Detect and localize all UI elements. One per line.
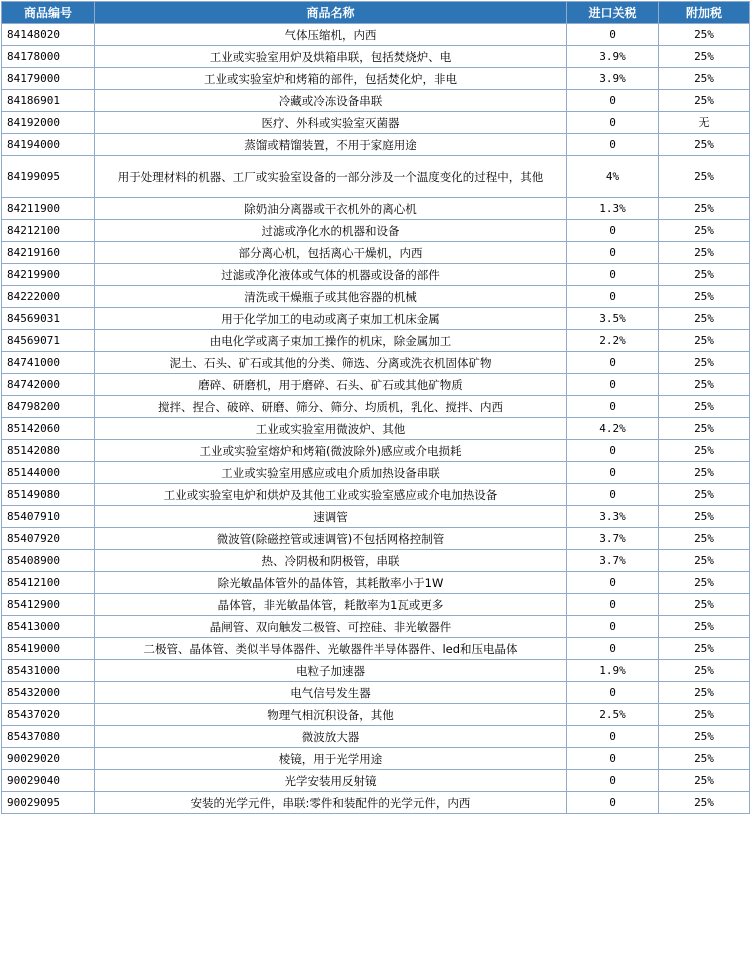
cell-additional-tariff: 25% bbox=[659, 46, 750, 68]
cell-additional-tariff: 25% bbox=[659, 462, 750, 484]
cell-name: 部分离心机，包括离心干燥机，内西 bbox=[95, 242, 567, 264]
cell-additional-tariff: 25% bbox=[659, 638, 750, 660]
cell-code: 84194000 bbox=[2, 134, 95, 156]
cell-import-duty: 0 bbox=[567, 792, 659, 814]
cell-additional-tariff: 25% bbox=[659, 374, 750, 396]
cell-name: 工业或实验室电炉和烘炉及其他工业或实验室感应或介电加热设备 bbox=[95, 484, 567, 506]
cell-additional-tariff: 25% bbox=[659, 220, 750, 242]
table-row bbox=[2, 286, 750, 308]
cell-additional-tariff: 25% bbox=[659, 594, 750, 616]
table-row bbox=[2, 660, 750, 682]
cell-additional-tariff: 25% bbox=[659, 704, 750, 726]
cell-additional-tariff: 25% bbox=[659, 242, 750, 264]
cell-additional-tariff: 25% bbox=[659, 352, 750, 374]
cell-additional-tariff: 25% bbox=[659, 198, 750, 220]
cell-additional-tariff: 25% bbox=[659, 792, 750, 814]
cell-name: 微波放大器 bbox=[95, 726, 567, 748]
table-row bbox=[2, 638, 750, 660]
cell-name: 工业或实验室用感应或电介质加热设备串联 bbox=[95, 462, 567, 484]
table-row bbox=[2, 704, 750, 726]
cell-code: 85149080 bbox=[2, 484, 95, 506]
cell-code: 85413000 bbox=[2, 616, 95, 638]
cell-additional-tariff: 25% bbox=[659, 616, 750, 638]
cell-code: 84186901 bbox=[2, 90, 95, 112]
cell-name: 二极管、晶体管、类似半导体器件、光敏器件半导体器件、led和压电晶体 bbox=[95, 638, 567, 660]
cell-code: 85142060 bbox=[2, 418, 95, 440]
header-import-duty: 进口关税 bbox=[567, 2, 659, 24]
table-row bbox=[2, 220, 750, 242]
table-row bbox=[2, 46, 750, 68]
cell-code: 84192000 bbox=[2, 112, 95, 134]
table-row bbox=[2, 616, 750, 638]
cell-name: 工业或实验室用炉及烘箱串联，包括焚烧炉、电 bbox=[95, 46, 567, 68]
cell-name: 热、冷阴极和阴极管，串联 bbox=[95, 550, 567, 572]
table-row bbox=[2, 748, 750, 770]
cell-name: 棱镜，用于光学用途 bbox=[95, 748, 567, 770]
cell-name: 泥土、石头、矿石或其他的分类、筛选、分离或洗衣机固体矿物 bbox=[95, 352, 567, 374]
cell-code: 85437020 bbox=[2, 704, 95, 726]
cell-code: 85144000 bbox=[2, 462, 95, 484]
table-row bbox=[2, 462, 750, 484]
cell-name: 晶闸管、双向触发二极管、可控硅、非光敏器件 bbox=[95, 616, 567, 638]
cell-import-duty: 0 bbox=[567, 374, 659, 396]
cell-name: 除奶油分离器或干衣机外的离心机 bbox=[95, 198, 567, 220]
cell-additional-tariff: 25% bbox=[659, 264, 750, 286]
cell-import-duty: 0 bbox=[567, 134, 659, 156]
cell-import-duty: 0 bbox=[567, 638, 659, 660]
cell-code: 85419000 bbox=[2, 638, 95, 660]
cell-name: 光学安装用反射镜 bbox=[95, 770, 567, 792]
tariff-table bbox=[1, 1, 750, 814]
cell-additional-tariff: 25% bbox=[659, 308, 750, 330]
cell-additional-tariff: 25% bbox=[659, 506, 750, 528]
cell-code: 84741000 bbox=[2, 352, 95, 374]
cell-import-duty: 0 bbox=[567, 242, 659, 264]
cell-name: 除光敏晶体管外的晶体管，其耗散率小于1W bbox=[95, 572, 567, 594]
table-row bbox=[2, 572, 750, 594]
table-row bbox=[2, 330, 750, 352]
cell-code: 84222000 bbox=[2, 286, 95, 308]
table-row bbox=[2, 418, 750, 440]
cell-import-duty: 0 bbox=[567, 286, 659, 308]
table-row bbox=[2, 682, 750, 704]
cell-additional-tariff: 25% bbox=[659, 396, 750, 418]
cell-additional-tariff: 25% bbox=[659, 68, 750, 90]
cell-import-duty: 0 bbox=[567, 572, 659, 594]
cell-name: 工业或实验室熔炉和烤箱(微波除外)感应或介电损耗 bbox=[95, 440, 567, 462]
table-row bbox=[2, 726, 750, 748]
cell-import-duty: 0 bbox=[567, 484, 659, 506]
table-row bbox=[2, 198, 750, 220]
cell-code: 85437080 bbox=[2, 726, 95, 748]
cell-name: 晶体管，非光敏晶体管，耗散率为1瓦或更多 bbox=[95, 594, 567, 616]
cell-name: 微波管(除磁控管或速调管)不包括网格控制管 bbox=[95, 528, 567, 550]
cell-code: 84148020 bbox=[2, 24, 95, 46]
cell-import-duty: 3.5% bbox=[567, 308, 659, 330]
cell-code: 84199095 bbox=[2, 156, 95, 198]
cell-additional-tariff: 25% bbox=[659, 572, 750, 594]
cell-code: 84179000 bbox=[2, 68, 95, 90]
cell-additional-tariff: 25% bbox=[659, 770, 750, 792]
table-row bbox=[2, 24, 750, 46]
table-row bbox=[2, 68, 750, 90]
cell-name: 用于化学加工的电动或离子束加工机床金属 bbox=[95, 308, 567, 330]
header-row bbox=[2, 2, 750, 24]
cell-additional-tariff: 25% bbox=[659, 440, 750, 462]
cell-import-duty: 2.2% bbox=[567, 330, 659, 352]
cell-name: 安装的光学元件，串联:零件和装配件的光学元件，内西 bbox=[95, 792, 567, 814]
cell-code: 84219160 bbox=[2, 242, 95, 264]
cell-code: 85142080 bbox=[2, 440, 95, 462]
table-row bbox=[2, 374, 750, 396]
cell-import-duty: 0 bbox=[567, 396, 659, 418]
table-row bbox=[2, 484, 750, 506]
cell-import-duty: 3.3% bbox=[567, 506, 659, 528]
cell-code: 84569031 bbox=[2, 308, 95, 330]
table-row bbox=[2, 550, 750, 572]
cell-additional-tariff: 25% bbox=[659, 286, 750, 308]
cell-name: 蒸馏或精馏装置，不用于家庭用途 bbox=[95, 134, 567, 156]
cell-code: 90029020 bbox=[2, 748, 95, 770]
cell-additional-tariff: 25% bbox=[659, 682, 750, 704]
header-name: 商品名称 bbox=[95, 2, 567, 24]
cell-code: 85407920 bbox=[2, 528, 95, 550]
cell-additional-tariff: 25% bbox=[659, 726, 750, 748]
cell-additional-tariff: 25% bbox=[659, 418, 750, 440]
cell-import-duty: 3.9% bbox=[567, 68, 659, 90]
cell-name: 由电化学或离子束加工操作的机床，除金属加工 bbox=[95, 330, 567, 352]
cell-additional-tariff: 25% bbox=[659, 660, 750, 682]
cell-import-duty: 0 bbox=[567, 594, 659, 616]
cell-import-duty: 4.2% bbox=[567, 418, 659, 440]
cell-name: 电粒子加速器 bbox=[95, 660, 567, 682]
cell-name: 清洗或干燥瓶子或其他容器的机械 bbox=[95, 286, 567, 308]
cell-name: 用于处理材料的机器、工厂或实验室设备的一部分涉及一个温度变化的过程中，其他 bbox=[95, 156, 567, 198]
cell-import-duty: 3.7% bbox=[567, 550, 659, 572]
cell-code: 85408900 bbox=[2, 550, 95, 572]
cell-additional-tariff: 25% bbox=[659, 484, 750, 506]
table-row bbox=[2, 506, 750, 528]
cell-import-duty: 0 bbox=[567, 112, 659, 134]
table-body bbox=[2, 24, 750, 814]
cell-import-duty: 0 bbox=[567, 682, 659, 704]
cell-import-duty: 0 bbox=[567, 352, 659, 374]
table-row bbox=[2, 242, 750, 264]
cell-import-duty: 0 bbox=[567, 220, 659, 242]
cell-additional-tariff: 25% bbox=[659, 156, 750, 198]
cell-code: 85431000 bbox=[2, 660, 95, 682]
cell-code: 84798200 bbox=[2, 396, 95, 418]
cell-import-duty: 3.9% bbox=[567, 46, 659, 68]
table-row bbox=[2, 528, 750, 550]
cell-import-duty: 1.9% bbox=[567, 660, 659, 682]
cell-name: 电气信号发生器 bbox=[95, 682, 567, 704]
table-row bbox=[2, 308, 750, 330]
header-additional-tariff: 附加税 bbox=[659, 2, 750, 24]
cell-import-duty: 0 bbox=[567, 264, 659, 286]
table-row bbox=[2, 594, 750, 616]
cell-name: 气体压缩机，内西 bbox=[95, 24, 567, 46]
cell-import-duty: 0 bbox=[567, 90, 659, 112]
table-row bbox=[2, 770, 750, 792]
cell-name: 速调管 bbox=[95, 506, 567, 528]
cell-code: 85412100 bbox=[2, 572, 95, 594]
cell-code: 85412900 bbox=[2, 594, 95, 616]
cell-code: 90029040 bbox=[2, 770, 95, 792]
table-row bbox=[2, 396, 750, 418]
cell-import-duty: 0 bbox=[567, 24, 659, 46]
cell-code: 84178000 bbox=[2, 46, 95, 68]
cell-name: 过滤或净化水的机器和设备 bbox=[95, 220, 567, 242]
cell-import-duty: 4% bbox=[567, 156, 659, 198]
cell-import-duty: 2.5% bbox=[567, 704, 659, 726]
table-row bbox=[2, 156, 750, 198]
cell-additional-tariff: 25% bbox=[659, 90, 750, 112]
cell-code: 90029095 bbox=[2, 792, 95, 814]
cell-code: 85407910 bbox=[2, 506, 95, 528]
table-row bbox=[2, 792, 750, 814]
cell-additional-tariff: 25% bbox=[659, 550, 750, 572]
cell-import-duty: 0 bbox=[567, 616, 659, 638]
cell-name: 搅拌、捏合、破碎、研磨、筛分、筛分、均质机，乳化、搅拌、内西 bbox=[95, 396, 567, 418]
header-code: 商品编号 bbox=[2, 2, 95, 24]
cell-import-duty: 0 bbox=[567, 440, 659, 462]
cell-name: 磨碎、研磨机，用于磨碎、石头、矿石或其他矿物质 bbox=[95, 374, 567, 396]
cell-import-duty: 0 bbox=[567, 770, 659, 792]
cell-additional-tariff: 25% bbox=[659, 528, 750, 550]
cell-name: 工业或实验室用微波炉、其他 bbox=[95, 418, 567, 440]
table-row bbox=[2, 112, 750, 134]
cell-name: 冷藏或冷冻设备串联 bbox=[95, 90, 567, 112]
table-row bbox=[2, 352, 750, 374]
cell-import-duty: 3.7% bbox=[567, 528, 659, 550]
cell-name: 物理气相沉积设备，其他 bbox=[95, 704, 567, 726]
cell-name: 医疗、外科或实验室灭菌器 bbox=[95, 112, 567, 134]
cell-import-duty: 0 bbox=[567, 462, 659, 484]
cell-additional-tariff: 25% bbox=[659, 24, 750, 46]
cell-code: 84212100 bbox=[2, 220, 95, 242]
cell-additional-tariff: 无 bbox=[659, 112, 750, 134]
cell-code: 84219900 bbox=[2, 264, 95, 286]
cell-name: 工业或实验室炉和烤箱的部件，包括焚化炉，非电 bbox=[95, 68, 567, 90]
cell-code: 84742000 bbox=[2, 374, 95, 396]
table-row bbox=[2, 90, 750, 112]
cell-import-duty: 0 bbox=[567, 726, 659, 748]
cell-code: 85432000 bbox=[2, 682, 95, 704]
table-row bbox=[2, 134, 750, 156]
cell-import-duty: 1.3% bbox=[567, 198, 659, 220]
cell-code: 84569071 bbox=[2, 330, 95, 352]
cell-additional-tariff: 25% bbox=[659, 330, 750, 352]
table-row bbox=[2, 264, 750, 286]
cell-additional-tariff: 25% bbox=[659, 134, 750, 156]
cell-additional-tariff: 25% bbox=[659, 748, 750, 770]
cell-code: 84211900 bbox=[2, 198, 95, 220]
cell-name: 过滤或净化液体或气体的机器或设备的部件 bbox=[95, 264, 567, 286]
cell-import-duty: 0 bbox=[567, 748, 659, 770]
table-row bbox=[2, 440, 750, 462]
